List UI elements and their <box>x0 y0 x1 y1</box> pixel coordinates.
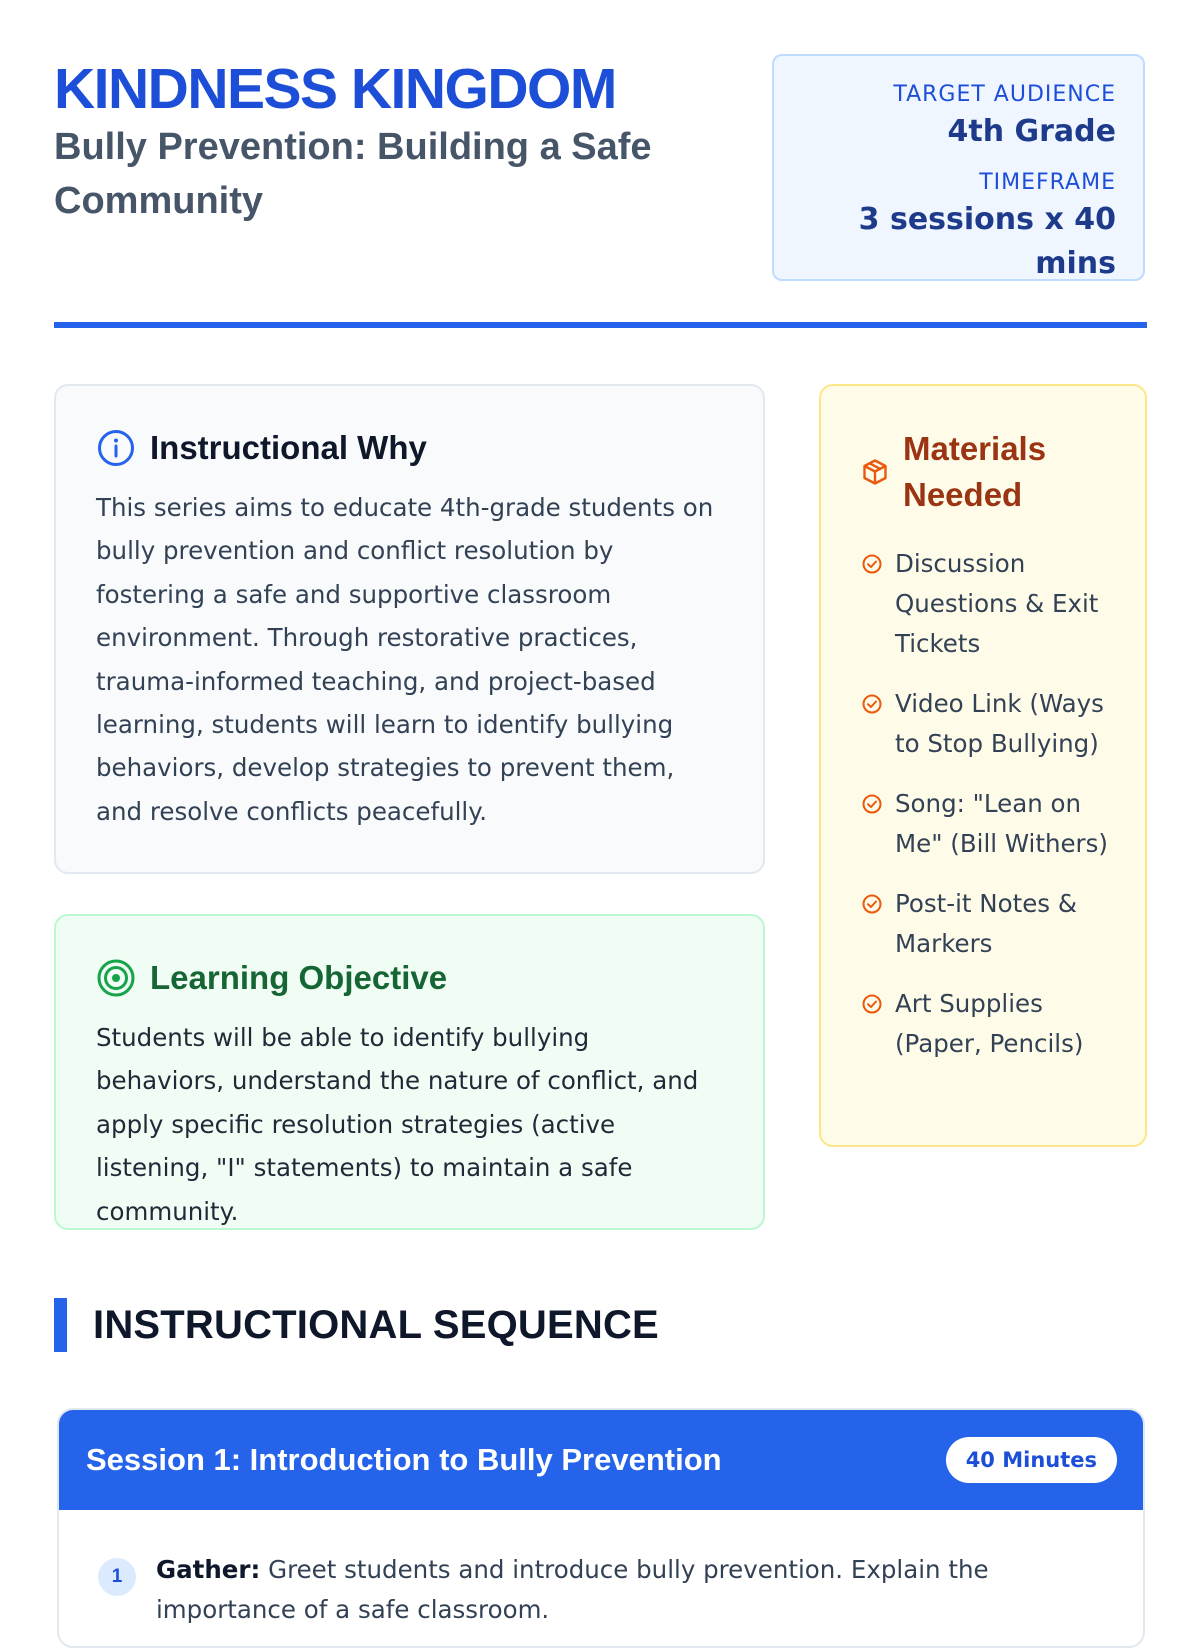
check-circle-icon <box>861 553 883 575</box>
instructional-why-title: Instructional Why <box>150 429 427 466</box>
meta-box <box>772 54 1145 281</box>
session-header <box>59 1410 1143 1510</box>
materials-card <box>819 384 1147 1147</box>
step-description: Greet students and introduce bully prevention. Explain the importance of a safe classroom. <box>156 1555 989 1624</box>
material-label: Post-it Notes & Markers <box>895 889 1077 958</box>
step-text <box>156 1550 1113 1630</box>
check-circle-icon <box>861 993 883 1015</box>
section-accent-bar <box>54 1298 67 1352</box>
learning-objective-title: Learning Objective <box>150 959 448 996</box>
materials-list <box>861 544 1117 1064</box>
instructional-why-card <box>54 384 765 874</box>
learning-objective-text: Students will be able to identify bullying behaviors, understand the nature of conflict, and apply specific resolution strategies (active listening, "I" statements) to maintain a safe community. <box>96 1023 699 1226</box>
materials-title: Materials Needed <box>903 430 1047 513</box>
list-item <box>861 784 1117 864</box>
material-label: Discussion Questions & Exit Tickets <box>895 549 1099 658</box>
learning-objective-card <box>54 914 765 1230</box>
session-step <box>59 1510 1143 1630</box>
audience-value: 4th Grade <box>947 114 1116 149</box>
step-number: 1 <box>98 1558 136 1596</box>
brand-title: KINDNESS KINGDOM <box>54 57 616 121</box>
timeframe-label: TIMEFRAME <box>979 170 1116 195</box>
duration-badge: 40 Minutes <box>946 1437 1117 1483</box>
page-subtitle: Bully Prevention: Building a Safe Community <box>54 126 652 222</box>
section-heading <box>54 1298 659 1352</box>
step-label: Gather: <box>156 1555 261 1584</box>
check-circle-icon <box>861 893 883 915</box>
check-circle-icon <box>861 693 883 715</box>
header-divider <box>54 322 1147 328</box>
header <box>54 52 1147 292</box>
audience-label: TARGET AUDIENCE <box>893 82 1116 107</box>
material-label: Song: "Lean on Me" (Bill Withers) <box>895 789 1108 858</box>
session-title: Session 1: Introduction to Bully Prevention <box>86 1442 722 1477</box>
material-label: Video Link (Ways to Stop Bullying) <box>895 689 1104 758</box>
info-icon <box>96 428 136 468</box>
package-icon <box>861 458 889 486</box>
material-label: Art Supplies (Paper, Pencils) <box>895 989 1084 1058</box>
list-item <box>861 884 1117 964</box>
session-card <box>57 1408 1145 1648</box>
list-item <box>861 984 1117 1064</box>
instructional-why-text: This series aims to educate 4th-grade students on bully prevention and conflict resolution by fostering a safe and supportive classroom environment. Through restorative practices, trauma-informed teaching, and project-based learning, students will learn to identify bullying behaviors, develop strategies to prevent them, and resolve conflicts peacefully. <box>96 493 714 826</box>
timeframe-value: 3 sessions x 40 mins <box>858 202 1116 281</box>
list-item <box>861 544 1117 664</box>
target-icon <box>96 958 136 998</box>
check-circle-icon <box>861 793 883 815</box>
list-item <box>861 684 1117 764</box>
section-title: INSTRUCTIONAL SEQUENCE <box>93 1302 659 1347</box>
